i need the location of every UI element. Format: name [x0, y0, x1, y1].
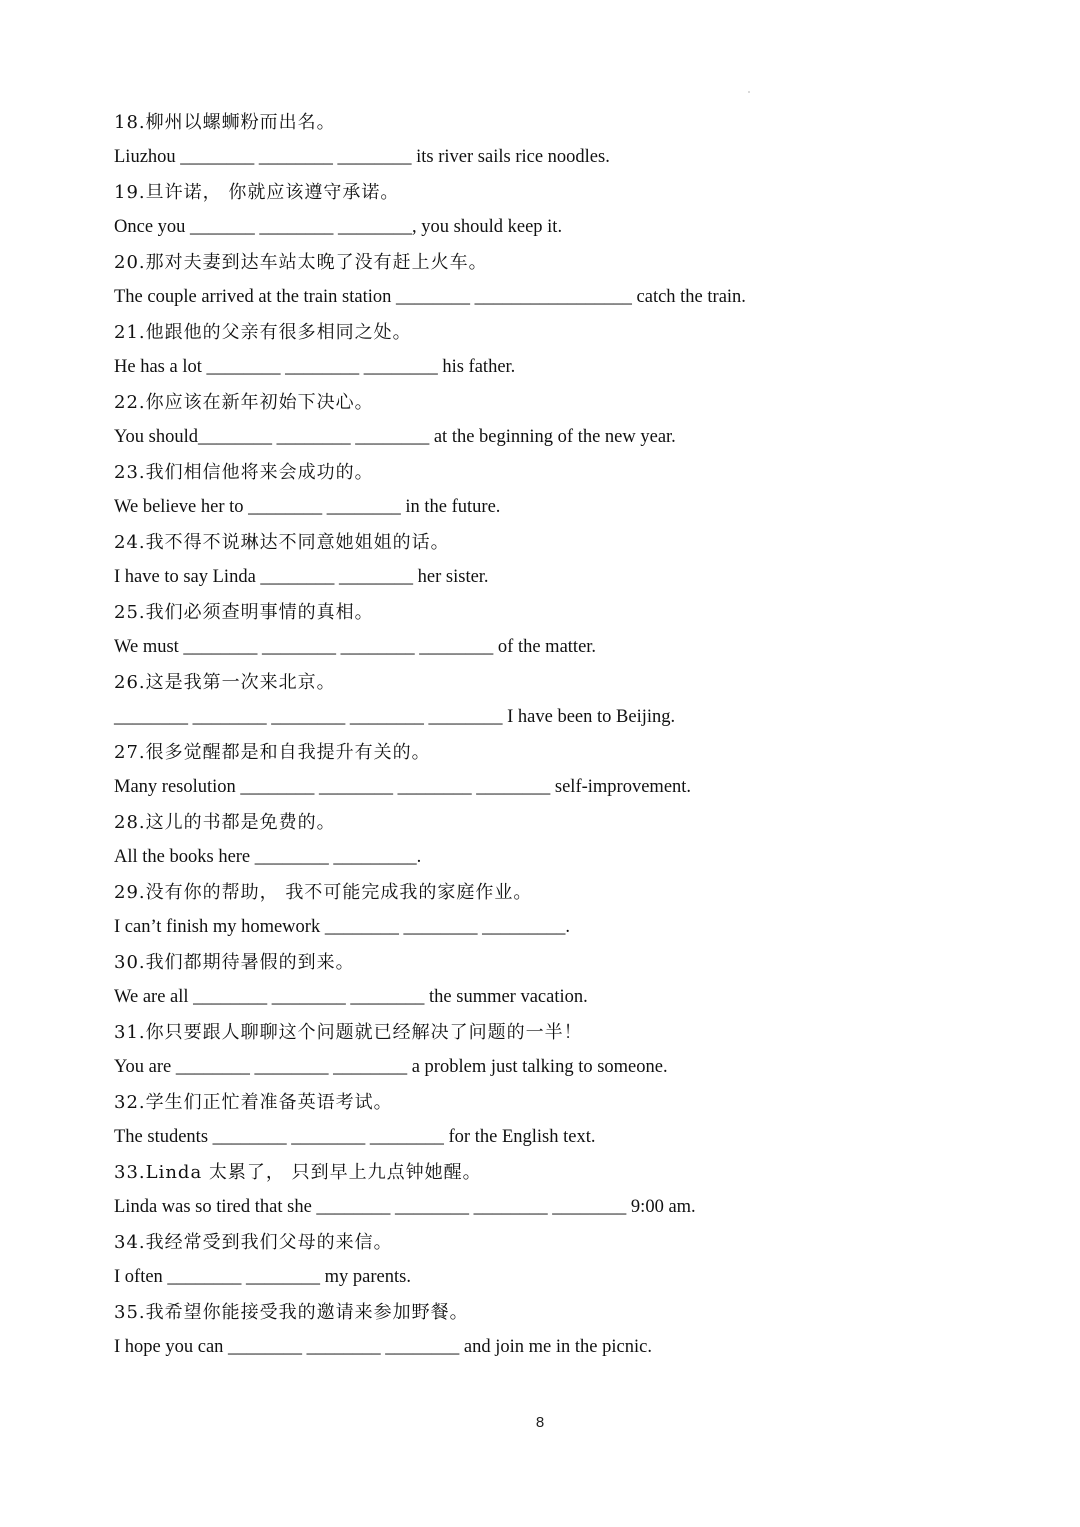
chinese-sentence: 26.这是我第一次来北京。	[114, 672, 336, 693]
english-fill-in-sentence: You are ________ ________ ________ a problem just talking to someone.	[114, 1057, 668, 1077]
chinese-sentence: 31.你只要跟人聊聊这个问题就已经解决了问题的一半！	[114, 1022, 583, 1043]
chinese-sentence: 27.很多觉醒都是和自我提升有关的。	[114, 742, 431, 763]
chinese-sentence: 21.他跟他的父亲有很多相同之处。	[114, 322, 412, 343]
exercise-item-18	[114, 105, 1014, 175]
english-fill-in-sentence: Once you _______ ________ ________, you should keep it.	[114, 217, 563, 237]
exercise-item-33	[114, 1155, 1014, 1225]
english-fill-in-sentence: We must ________ ________ ________ ________ of the matter.	[114, 637, 597, 657]
exercise-item-21	[114, 315, 1014, 385]
english-fill-in-sentence: The students ________ ________ ________ for the English text.	[114, 1127, 596, 1147]
exercise-item-24	[114, 525, 1014, 595]
english-fill-in-sentence: We believe her to ________ ________ in the future.	[114, 497, 501, 517]
english-fill-in-sentence: Liuzhou ________ ________ ________ its river sails rice noodles.	[114, 147, 610, 167]
chinese-sentence: 28.这儿的书都是免费的。	[114, 812, 336, 833]
chinese-sentence: 22.你应该在新年初始下决心。	[114, 392, 374, 413]
exercise-item-25	[114, 595, 1014, 665]
exercise-item-27	[114, 735, 1014, 805]
chinese-sentence: 23.我们相信他将来会成功的。	[114, 462, 374, 483]
exercise-item-34	[114, 1225, 1014, 1295]
chinese-sentence: 18.柳州以螺蛳粉而出名。	[114, 112, 336, 133]
exercise-item-31	[114, 1015, 1014, 1085]
exercise-item-19	[114, 175, 1014, 245]
translation-exercise-list	[114, 105, 1014, 1365]
english-fill-in-sentence: ________ ________ ________ ________ ________ I have been to Beijing.	[114, 707, 676, 727]
english-fill-in-sentence: I have to say Linda ________ ________ her sister.	[114, 567, 489, 587]
exercise-item-22	[114, 385, 1014, 455]
english-fill-in-sentence: All the books here ________ _________.	[114, 847, 422, 867]
chinese-sentence: 29.没有你的帮助， 我不可能完成我的家庭作业。	[114, 882, 533, 903]
exercise-item-26	[114, 665, 1014, 735]
chinese-sentence: 35.我希望你能接受我的邀请来参加野餐。	[114, 1302, 469, 1323]
english-fill-in-sentence: We are all ________ ________ ________ the summer vacation.	[114, 987, 588, 1007]
chinese-sentence: 20.那对夫妻到达车站太晚了没有赶上火车。	[114, 252, 488, 273]
chinese-sentence: 32.学生们正忙着准备英语考试。	[114, 1092, 393, 1113]
exercise-item-35	[114, 1295, 1014, 1365]
english-fill-in-sentence: I can’t finish my homework ________ ________ _________.	[114, 917, 570, 937]
exercise-item-20	[114, 245, 1014, 315]
english-fill-in-sentence: You should________ ________ ________ at the beginning of the new year.	[114, 427, 676, 447]
exercise-item-32	[114, 1085, 1014, 1155]
page-number: 8	[535, 1414, 545, 1431]
chinese-sentence: 24.我不得不说琳达不同意她姐姐的话。	[114, 532, 450, 553]
exercise-item-28	[114, 805, 1014, 875]
exercise-item-30	[114, 945, 1014, 1015]
english-fill-in-sentence: I hope you can ________ ________ ________ and join me in the picnic.	[114, 1337, 652, 1357]
exercise-item-23	[114, 455, 1014, 525]
english-fill-in-sentence: I often ________ ________ my parents.	[114, 1267, 411, 1287]
chinese-sentence: 34.我经常受到我们父母的来信。	[114, 1232, 393, 1253]
english-fill-in-sentence: He has a lot ________ ________ ________ his father.	[114, 357, 516, 377]
exercise-item-29	[114, 875, 1014, 945]
chinese-sentence: 25.我们必须查明事情的真相。	[114, 602, 374, 623]
english-fill-in-sentence: Linda was so tired that she ________ ________ ________ ________ 9:00 am.	[114, 1197, 696, 1217]
chinese-sentence: 30.我们都期待暑假的到来。	[114, 952, 355, 973]
chinese-sentence: 19.旦许诺， 你就应该遵守承诺。	[114, 182, 400, 203]
scan-speck	[748, 91, 750, 93]
english-fill-in-sentence: Many resolution ________ ________ ________ ________ self-improvement.	[114, 777, 692, 797]
chinese-sentence: 33.Linda 太累了， 只到早上九点钟她醒。	[114, 1162, 482, 1183]
english-fill-in-sentence: The couple arrived at the train station ________ _________________ catch the train.	[114, 287, 746, 307]
